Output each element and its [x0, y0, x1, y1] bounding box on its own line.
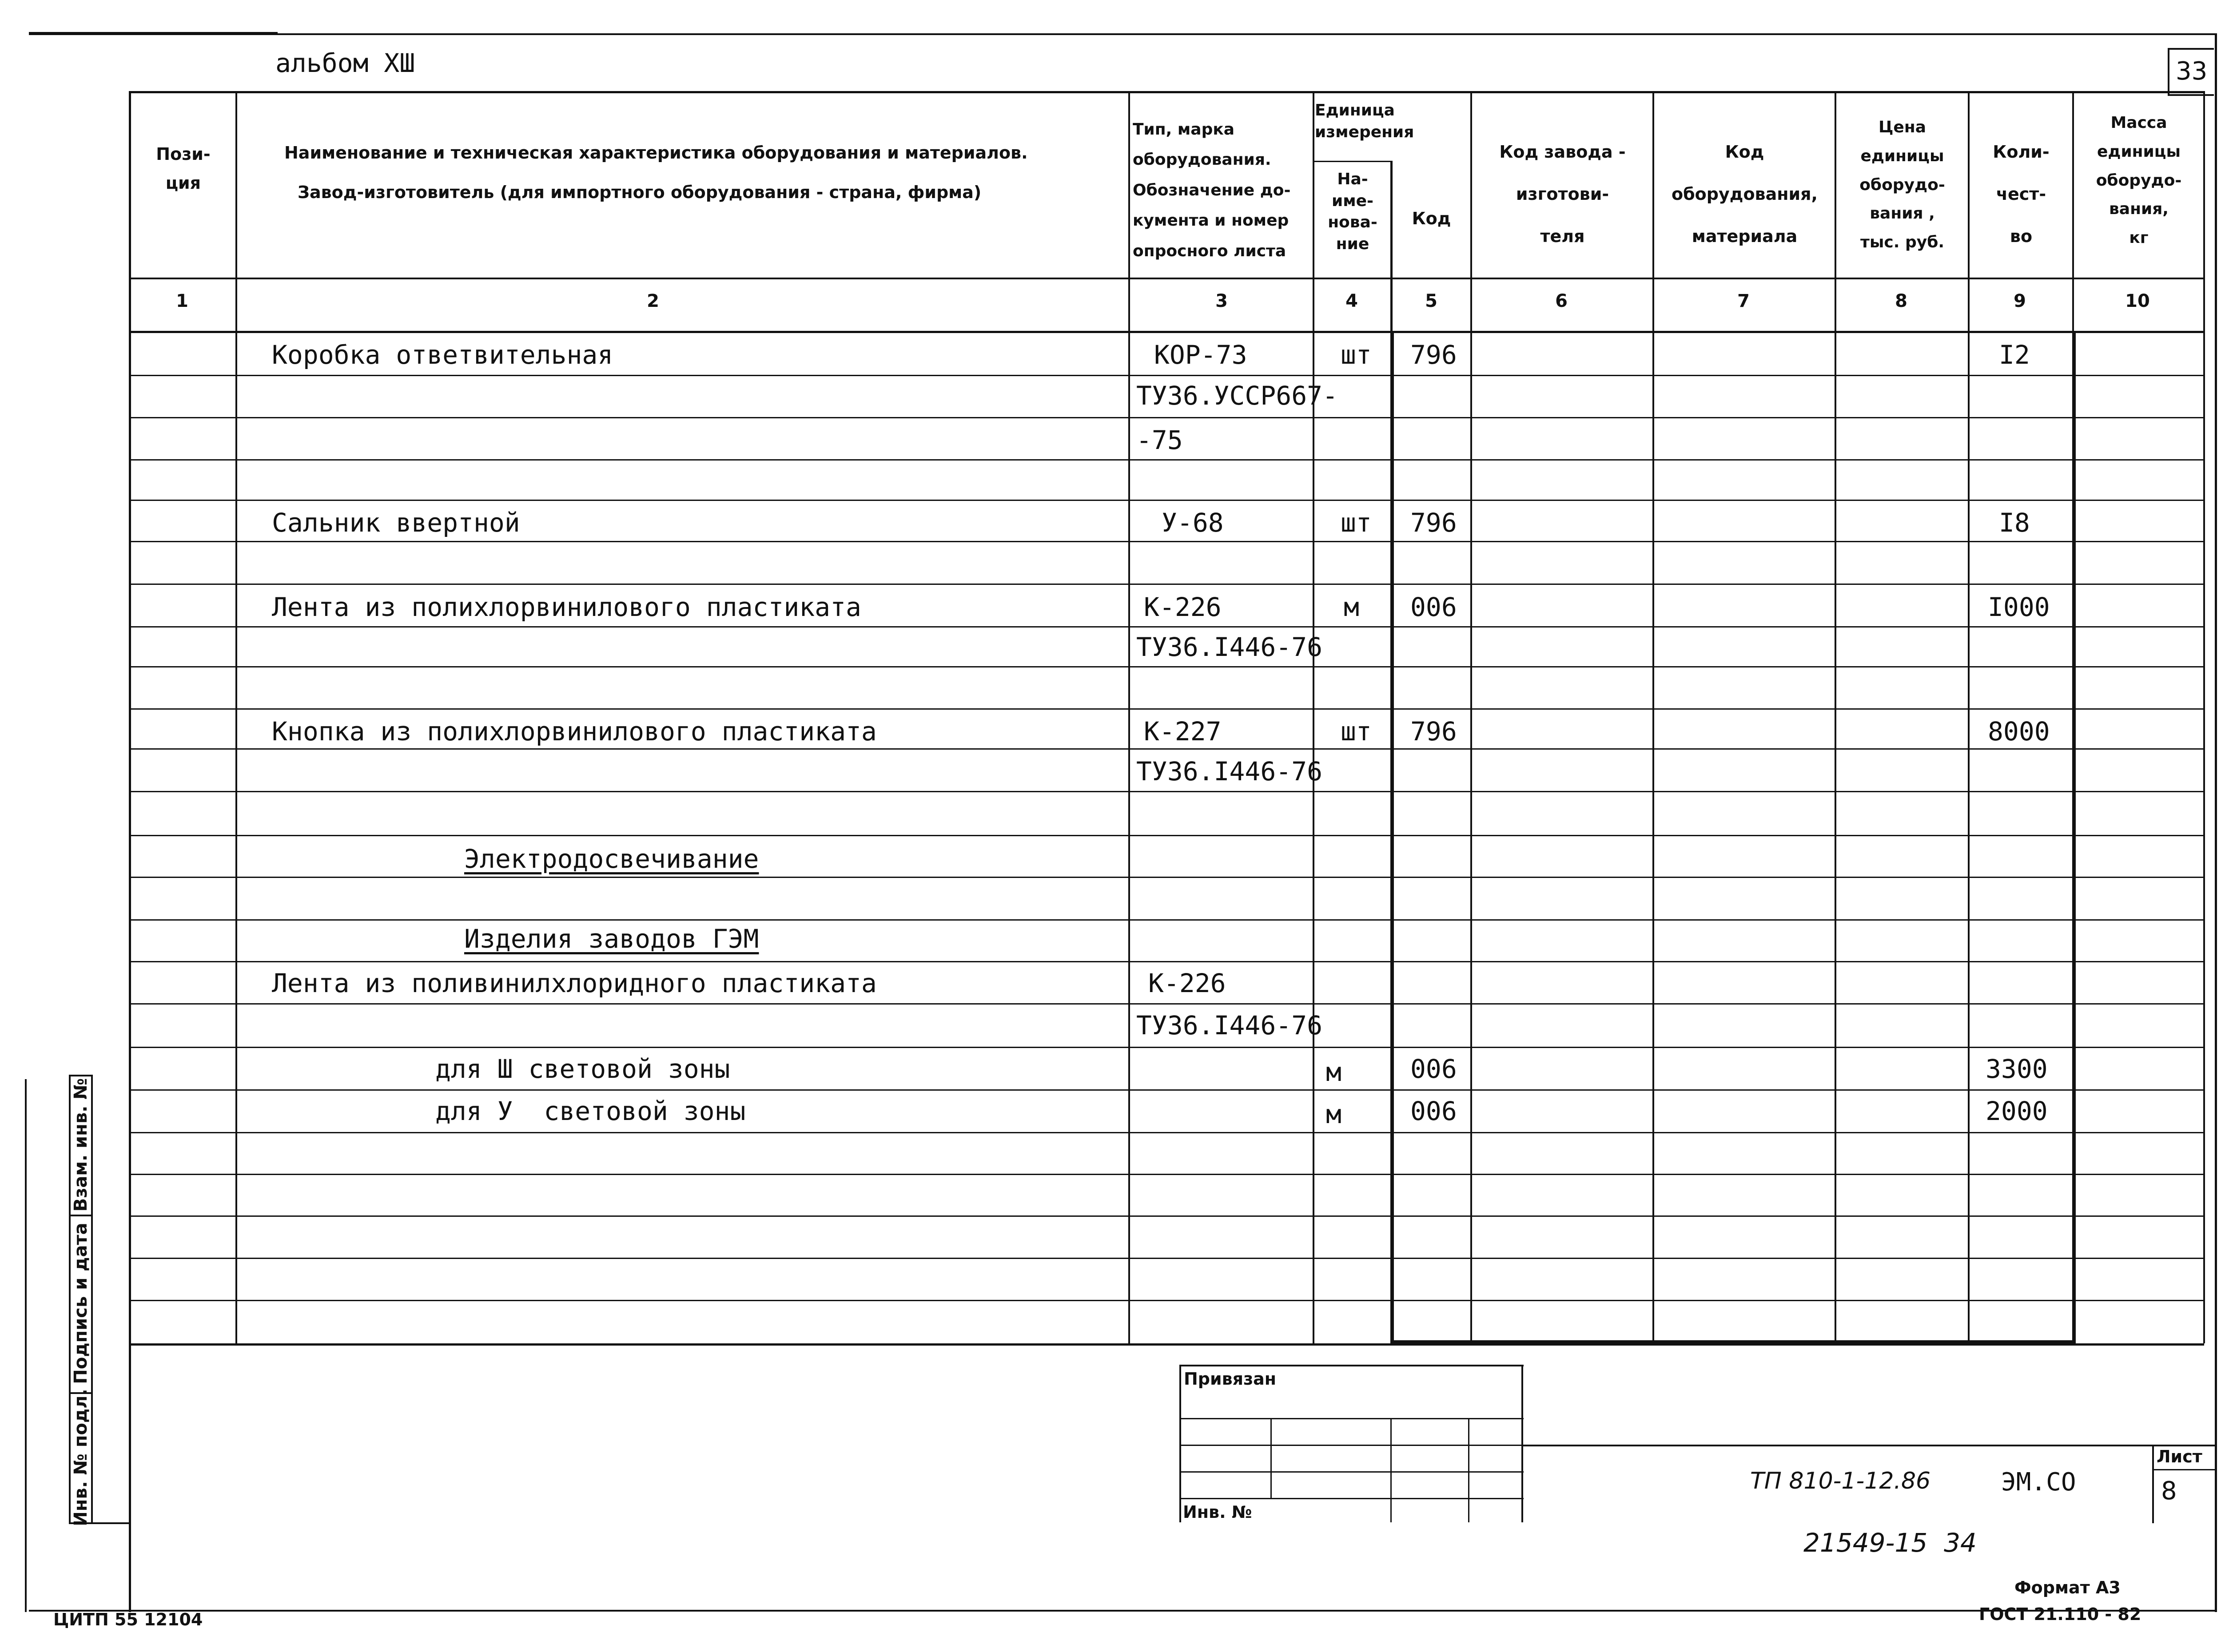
col-line-5	[1470, 91, 1472, 1343]
row-line	[129, 584, 2204, 585]
side-label-vzam: Взам. инв. №	[71, 1078, 91, 1212]
col-line-6	[1652, 91, 1654, 1343]
col-line-9b	[2072, 333, 2076, 1343]
stamp-privyazan: Привязан	[1184, 1369, 1277, 1389]
stamp-line	[1179, 1498, 1524, 1499]
row-line	[129, 1300, 2204, 1301]
stamp-line	[1468, 1418, 1469, 1522]
col-line-8	[1968, 91, 1970, 1343]
side-strip-top	[69, 1075, 93, 1076]
frame-bottom	[29, 1610, 2217, 1612]
item-code: 796	[1410, 340, 1457, 370]
col-line-1	[235, 91, 237, 1343]
row-line	[129, 1258, 2204, 1259]
side-label-inv: Инв. № подл.	[71, 1389, 91, 1526]
frame-right	[2215, 33, 2217, 1612]
page-number: 33	[2176, 57, 2208, 86]
section-heading: Изделия заводов ГЭМ	[464, 924, 759, 954]
row-line	[129, 1174, 2204, 1175]
item-type: ТУ36.I446-76	[1136, 756, 1323, 786]
album-label: альбом XШ	[275, 48, 415, 78]
row-line	[129, 835, 2204, 836]
item-unit: м	[1326, 1099, 1341, 1129]
col5-header: Код	[1412, 209, 1451, 228]
item-qty: 8000	[1988, 716, 2050, 747]
item-type: У-68	[1162, 508, 1224, 538]
side-strip-div	[69, 1215, 93, 1216]
item-type: ТУ36.I446-76	[1136, 632, 1323, 662]
col-line-10	[2203, 91, 2205, 1343]
col8-header: Цена единицы оборудо- вания , тыс. руб.	[1859, 118, 1945, 252]
stamp-doc-code: ТП 810-1-12.86	[1750, 1468, 1931, 1494]
item-type: К-226	[1144, 592, 1222, 622]
stamp-line	[1270, 1418, 1272, 1498]
col4-header: На- име- нова- ние	[1328, 170, 1377, 253]
col-number: 1	[176, 291, 188, 311]
format-label: Формат А3	[2014, 1578, 2121, 1597]
header-bottom	[129, 278, 2204, 279]
item-code: 796	[1410, 716, 1457, 747]
row-line	[129, 1003, 2204, 1005]
stamp-list-label: Лист	[2157, 1447, 2202, 1466]
row-line	[129, 961, 2204, 962]
frame-top	[29, 33, 2217, 35]
side-strip-border-2	[91, 1075, 93, 1523]
col-line-7	[1835, 91, 1836, 1343]
row-line	[129, 1215, 2204, 1217]
item-name: Лента из полихлорвинилового пластиката	[272, 592, 861, 622]
item-qty: I2	[1999, 340, 2030, 370]
col1-header: Пози- ция	[156, 144, 211, 193]
item-qty: 3300	[1986, 1054, 2048, 1084]
item-type: КОР-73	[1154, 340, 1247, 370]
stamp-line	[1390, 1418, 1392, 1522]
item-qty: 2000	[1986, 1096, 2048, 1126]
row-line	[129, 417, 2204, 418]
item-subname: для У световой зоны	[435, 1096, 746, 1126]
col3-header: Тип, марка оборудования. Обозначение до- кумента и номер опросного листа	[1133, 120, 1291, 260]
handwritten-number: 21549-15 34	[1803, 1528, 1977, 1558]
item-type: -75	[1136, 425, 1183, 455]
item-type: ТУ36.I446-76	[1136, 1010, 1323, 1040]
stamp-line	[1521, 1445, 2217, 1446]
outer-top-left-line	[29, 32, 278, 33]
item-code: 006	[1410, 592, 1457, 622]
stamp-line	[1179, 1445, 1524, 1446]
col-number: 5	[1425, 291, 1437, 311]
col-number: 8	[1895, 291, 1907, 311]
section-heading: Электродосвечивание	[464, 844, 759, 874]
row-line	[129, 666, 2204, 667]
item-unit: м	[1344, 592, 1359, 622]
item-name: Коробка ответвительная	[272, 340, 613, 370]
item-subname: для Ш световой зоны	[435, 1054, 730, 1084]
item-unit: м	[1326, 1057, 1341, 1087]
col-line-2	[1128, 91, 1130, 1343]
item-unit: шт	[1341, 716, 1372, 747]
col10-header: Масса единицы оборудо- вания, кг	[2096, 114, 2182, 247]
item-type: К-227	[1144, 716, 1222, 747]
row-line	[129, 459, 2204, 461]
bold-body-bottom	[1390, 1340, 2074, 1344]
stamp-line	[2152, 1469, 2217, 1470]
item-unit: шт	[1341, 508, 1372, 538]
row-line	[129, 375, 2204, 376]
col-number: 2	[647, 291, 659, 311]
col-number: 6	[1555, 291, 1568, 311]
row-line	[129, 791, 2204, 792]
stamp-line	[2152, 1445, 2154, 1523]
col-number: 4	[1345, 291, 1358, 311]
col2-header: Наименование и техническая характеристика оборудования и материалов. Завод-изготовитель (для импортного оборудования - страна, фирма)	[284, 143, 1028, 203]
item-code: 796	[1410, 508, 1457, 538]
col-line-0	[129, 91, 131, 1612]
row-line	[129, 1047, 2204, 1048]
row-line	[129, 500, 2204, 501]
item-code: 006	[1410, 1054, 1457, 1084]
table-top	[129, 91, 2204, 93]
gost-label: ГОСТ 21.110 - 82	[1979, 1604, 2141, 1624]
item-qty: I000	[1988, 592, 2050, 622]
col-number: 7	[1737, 291, 1750, 311]
numbers-bottom	[129, 331, 2204, 333]
col-line-3	[1313, 91, 1314, 1343]
side-label-podpis: Подпись и дата	[71, 1223, 91, 1384]
col-line-4b	[1390, 333, 1394, 1343]
printer-label: ЦИТП 55 12104	[53, 1610, 203, 1629]
item-type: К-226	[1148, 968, 1226, 998]
col7-header: Код оборудования, материала	[1672, 142, 1818, 246]
col9-header: Коли- чест- во	[1993, 142, 2050, 246]
item-type: ТУ36.УССР667-	[1136, 381, 1338, 411]
unit-group-header: Единица измерения	[1315, 101, 1414, 141]
stamp-line	[1179, 1471, 1524, 1473]
item-unit: шт	[1341, 340, 1372, 370]
col-number: 3	[1215, 291, 1228, 311]
stamp-line	[1179, 1418, 1524, 1419]
row-line	[129, 919, 2204, 921]
stamp-inv-no: Инв. №	[1183, 1502, 1252, 1522]
frame-left	[25, 1079, 27, 1612]
item-code: 006	[1410, 1096, 1457, 1126]
stamp-line	[1179, 1365, 1524, 1366]
col6-header: Код завода - изготови- теля	[1499, 142, 1626, 246]
row-line	[129, 626, 2204, 627]
stamp-list-number: 8	[2161, 1477, 2177, 1505]
unit-divider	[1313, 161, 1390, 162]
item-name: Кнопка из полихлорвинилового пластиката	[272, 716, 877, 747]
item-qty: I8	[1999, 508, 2030, 538]
col-number: 9	[2014, 291, 2026, 311]
row-line	[129, 1132, 2204, 1133]
item-name: Лента из поливинилхлоридного пластиката	[272, 968, 877, 998]
col-number: 10	[2125, 291, 2150, 311]
row-line	[129, 541, 2204, 542]
row-line	[129, 1089, 2204, 1091]
stamp-mark: ЭМ.СО	[2001, 1468, 2076, 1497]
row-line	[129, 708, 2204, 710]
row-line	[129, 877, 2204, 878]
row-line	[129, 748, 2204, 750]
item-name: Сальник ввертной	[272, 508, 520, 538]
